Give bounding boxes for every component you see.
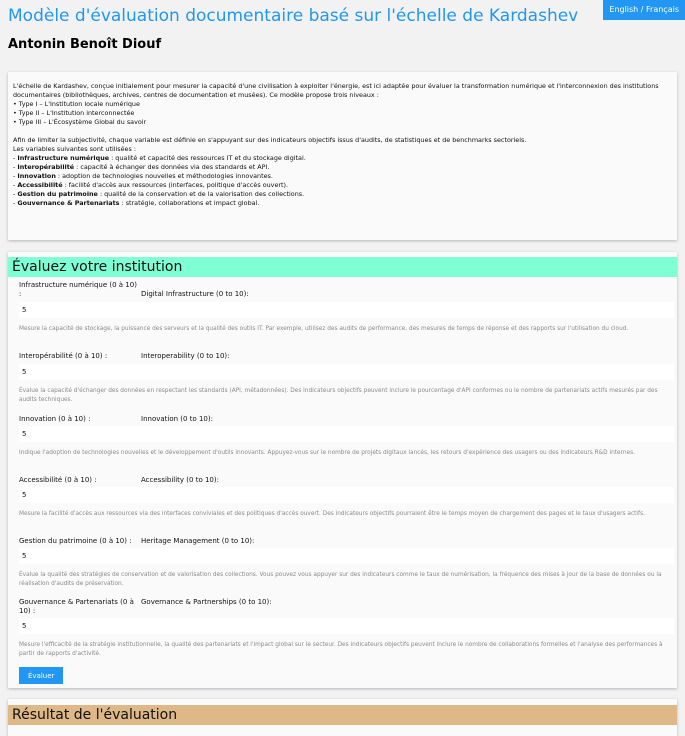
language-toggle-button[interactable]: English / Français: [603, 0, 685, 20]
result-panel: [8, 699, 677, 736]
label-en: Governance & Partnerships (0 to 10):: [141, 598, 272, 606]
label-fr: Accessibilité (0 à 10) :: [19, 476, 97, 484]
variable-name: Interopérabilité: [17, 163, 75, 171]
question-description: Évalue la qualité des stratégies de conservation et de valorisation des collections. Vous pouvez vous appuyer sur des indicateurs comme le taux de numérisation, la fréquence des mises à jour de la base de données ou la réalisation d'audits de préservation.: [19, 572, 662, 587]
question-description: Mesure l'efficacité de la stratégie institutionnelle, la qualité des partenariats et l'impact global sur le secteur. Des indicateurs objectifs peuvent inclure le nombre de collaborations formelles et l'analyse des performances à partir de rapports d'activité.: [19, 642, 663, 657]
question-description: Mesure la facilité d'accès aux ressources via des interfaces conviviales et des politiques d'accès ouvert. Des indicateurs objectifs pourraient être le temps moyen de chargement des pages et le taux d'usagers actifs.: [19, 511, 645, 517]
label-en: Interoperability (0 to 10):: [141, 352, 230, 360]
question-description: Évalue la capacité d'échanger des données en respectant les standards (API, métadonnées). Des indicateurs objectifs peuvent inclure le pourcentage d'API conformes ou le nombre de partenariats actifs mesurés par des audits techniques.: [19, 388, 658, 403]
question-description: Indique l'adoption de technologies nouvelles et le développement d'outils innovants. Appuyez-vous sur le nombre de projets digitaux lancés, les retours d'expérience des usagers ou des indicateurs R&D internes.: [19, 450, 635, 456]
variable-text: : facilité d'accès aux ressources (interfaces, politique d'accès ouvert).: [62, 181, 289, 189]
intro-paragraph: Afin de limiter la subjectivité, chaque variable est définie en s'appuyant sur des indicateurs objectifs issus d'audits, de statistiques et de benchmarks sectoriels.: [13, 136, 527, 144]
type-item: • Type III – L'Écosystème Global du savoir: [13, 118, 147, 126]
variable-name: Accessibilité: [17, 181, 63, 189]
variable-text: : qualité et capacité des ressources IT et du stockage digital.: [109, 154, 306, 162]
intro-panel: [8, 72, 677, 240]
label-en: Digital Infrastructure (0 to 10):: [141, 290, 249, 298]
variable-item: - Innovation : adoption de technologies nouvelles et méthodologies innovantes.: [13, 172, 273, 180]
variable-text: : adoption de technologies nouvelles et méthodologies innovantes.: [55, 172, 273, 180]
variable-item: - Infrastructure numérique : qualité et capacité des ressources IT et du stockage digital.: [13, 154, 306, 162]
variable-item: - Gouvernance & Partenariats : stratégie, collaborations et impact global.: [13, 199, 260, 207]
label-fr: Innovation (0 à 10) :: [19, 415, 91, 423]
variable-item: - Accessibilité : facilité d'accès aux ressources (interfaces, politique d'accès ouvert).: [13, 181, 289, 189]
variable-name: Gestion du patrimoine: [17, 190, 98, 198]
question-description: Mesure la capacité de stockage, la puissance des serveurs et la qualité des outils IT. Par exemple, utilisez des audits de performance, des mesures de temps de réponse et des rapports sur l'utilisation du cloud.: [19, 326, 629, 332]
label-en: Innovation (0 to 10):: [141, 415, 213, 423]
governance-input[interactable]: 5: [19, 618, 674, 634]
intro-paragraph: L'échelle de Kardashev, conçue initialement pour mesurer la capacité d'une civilisation à exploiter l'énergie, est ici adaptée pour évaluer la transformation numérique et l'interconnexion des institutions documentaires (bibliothèques, archives, centres de documentation et musées). Ce modèle propose trois niveaux :: [13, 82, 659, 99]
author-name: Antonin Benoît Diouf: [8, 37, 162, 52]
evaluation-form: [8, 252, 677, 688]
accessibility-input[interactable]: 5: [19, 487, 674, 503]
variable-text: : qualité de la conservation et de la valorisation des collections.: [97, 190, 305, 198]
innovation-input[interactable]: 5: [19, 426, 674, 442]
infrastructure-input[interactable]: 5: [19, 302, 674, 318]
intro-paragraph: Les variables suivantes sont utilisées :: [13, 145, 137, 153]
type-item: • Type I – L'Institution locale numérique: [13, 100, 140, 108]
label-fr: Gestion du patrimoine (0 à 10) :: [19, 537, 132, 545]
type-item: • Type II – L'Institution interconnectée: [13, 109, 135, 117]
label-en: Heritage Management (0 to 10):: [141, 537, 255, 545]
evaluation-heading: Évaluez votre institution: [8, 257, 677, 277]
label-en: Accessibility (0 to 10):: [141, 476, 219, 484]
variable-name: Infrastructure numérique: [17, 154, 110, 162]
variable-text: : capacité à échanger des données via des standards et API.: [74, 163, 270, 171]
heritage-input[interactable]: 5: [19, 548, 674, 564]
variable-name: Innovation: [17, 172, 56, 180]
page-title: Modèle d'évaluation documentaire basé sur l'échelle de Kardashev: [8, 6, 579, 26]
label-fr: Gouvernance & Partenariats (0 à 10) :: [19, 598, 134, 615]
label-fr: Interopérabilité (0 à 10) :: [19, 352, 108, 360]
evaluate-button[interactable]: Évaluer: [19, 667, 63, 684]
result-heading: Résultat de l'évaluation: [8, 705, 677, 725]
variable-text: : stratégie, collaborations et impact global.: [119, 199, 260, 207]
variable-name: Gouvernance & Partenariats: [17, 199, 120, 207]
variable-item: - Interopérabilité : capacité à échanger des données via des standards et API.: [13, 163, 270, 171]
label-fr: Infrastructure numérique (0 à 10) :: [19, 281, 137, 298]
variable-item: - Gestion du patrimoine : qualité de la conservation et de la valorisation des collections.: [13, 190, 305, 198]
interoperability-input[interactable]: 5: [19, 364, 674, 380]
